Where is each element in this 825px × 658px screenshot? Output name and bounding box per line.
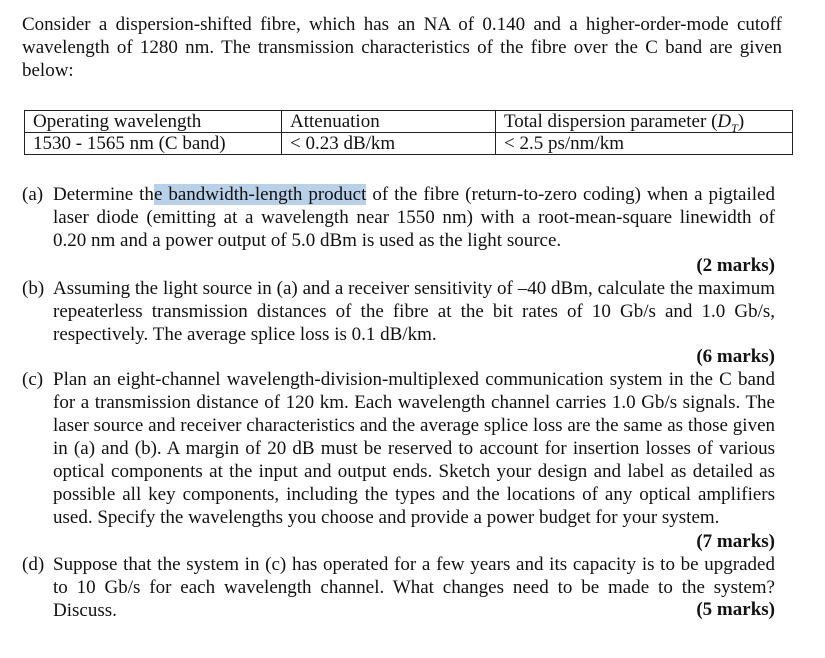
question-c-marks: (7 marks) [696, 531, 775, 552]
header-dispersion-subscript: T [731, 120, 738, 135]
header-dispersion-symbol: D [717, 111, 732, 132]
question-d-text: Suppose that the system in (c) has operated for a few years and its capacity is to be upgraded to 10 Gb/s for each wavelength channel. What changes need to be made to the system? Discuss. [53, 554, 775, 621]
question-a [22, 183, 775, 252]
question-d-label: (d) [22, 554, 45, 575]
header-total-dispersion [496, 111, 793, 133]
question-a-text [53, 183, 775, 252]
question-c-label: (c) [22, 369, 44, 390]
header-dispersion-suffix: ) [737, 111, 745, 132]
question-a-text-rest: of the fibre (return-to-zero coding) when a pigtailed laser diode (emitting at a wavelength near 1550 nm) with a root-mean-square linewidth of 0.20 nm and a power output of 5.0 dBm is used as the light source. [53, 184, 775, 251]
question-d-marks: (5 marks) [696, 599, 775, 620]
highlighted-selection[interactable]: e bandwidth-length product [153, 184, 367, 205]
question-b-marks: (6 marks) [696, 346, 775, 367]
value-operating-wavelength: 1530 - 1565 nm (C band) [25, 133, 282, 155]
header-attenuation: Attenuation [282, 111, 496, 133]
question-b-label: (b) [22, 278, 45, 299]
transmission-characteristics-table [24, 110, 793, 155]
question-a-label: (a) [22, 184, 44, 205]
table-header-row [25, 111, 793, 133]
header-dispersion-prefix: Total dispersion parameter ( [504, 111, 718, 132]
question-c [22, 368, 775, 529]
question-c-text: Plan an eight-channel wavelength-division-multiplexed communication system in the C band for a transmission distance of 120 km. Each wavelength channel carries 1.0 Gb/s signals. The laser source and receiver characteristics and the average splice loss are the same as those given in (a) and (b). A margin of 20 dB must be reserved to account for insertion losses of various optical components at the input and output ends. Sketch your design and label as detailed as possible all key components, including the types and the locations of any optical amplifiers used. Specify the wavelengths you choose and provide a power budget for your system. [53, 369, 775, 528]
table-value-row [25, 133, 793, 155]
intro-paragraph: Consider a dispersion-shifted fibre, which has an NA of 0.140 and a higher-order-mode cutoff wavelength of 1280 nm. The transmission characteristics of the fibre over the C band are given below: [22, 14, 782, 81]
question-b [22, 277, 775, 346]
value-total-dispersion: < 2.5 ps/nm/km [496, 133, 793, 155]
question-d [22, 553, 775, 622]
question-b-text: Assuming the light source in (a) and a receiver sensitivity of –40 dBm, calculate the maximum repeaterless transmission distances of the fibre at the bit rates of 10 Gb/s and 1.0 Gb/s, respectively. The average splice loss is 0.1 dB/km. [53, 278, 775, 345]
header-operating-wavelength: Operating wavelength [25, 111, 282, 133]
question-a-text-start: Determine th [53, 184, 154, 205]
value-attenuation: < 0.23 dB/km [282, 133, 496, 155]
question-a-marks: (2 marks) [696, 255, 775, 276]
